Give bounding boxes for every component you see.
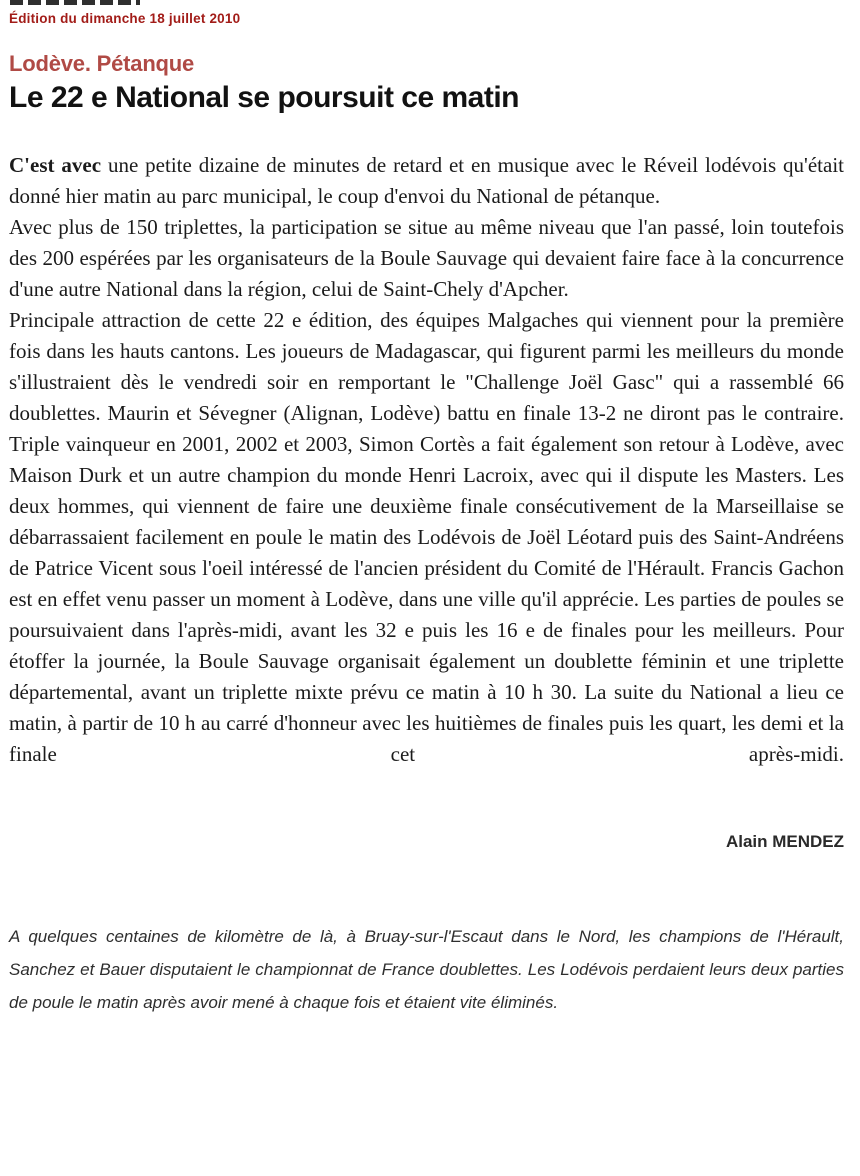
article-headline: Le 22 e National se poursuit ce matin — [9, 81, 519, 114]
paragraph-text: Avec plus de 150 triplettes, la participation se situe au même niveau que l'an passé, loin toutefois des 200 espérées par les organisateurs de la Boule Sauvage qui devaient faire face à la concurrence d'une autre National dans la région, celui de Saint-Chely d'Apcher. — [9, 215, 844, 301]
related-footnote: A quelques centaines de kilomètre de là, à Bruay-sur-l'Escaut dans le Nord, les champions de l'Hérault, Sanchez et Bauer disputaient le championnat de France doublettes. Les Lodévois perdaient leurs deux parties de poule le matin après avoir mené à chaque fois et étaient vite éliminés. — [9, 927, 844, 1012]
article-paragraph — [9, 150, 844, 212]
section-kicker: Lodève. Pétanque — [9, 51, 195, 76]
cropped-masthead-fragment — [10, 0, 140, 5]
edition-date-line: Édition du dimanche 18 juillet 2010 — [9, 11, 241, 26]
paragraph-lead-bold: C'est avec — [9, 153, 102, 177]
article-body — [9, 150, 844, 770]
paragraph-text: Principale attraction de cette 22 e édition, des équipes Malgaches qui viennent pour la première fois dans les hauts cantons. Les joueurs de Madagascar, qui figurent parmi les meilleurs du monde s'illustraient dès le vendredi soir en remportant le "Challenge Joël Gasc" qui a rassemblé 66 doublettes. Maurin et Sévegner (Alignan, Lodève) battu en finale 13-2 ne diront pas le contraire. Triple vainqueur en 2001, 2002 et 2003, Simon Cortès a fait également son retour à Lodève, avec Maison Durk et un autre champion du monde Henri Lacroix, avec qui il dispute les Masters. Les deux hommes, qui viennent de faire une deuxième finale consécutivement de la Marseillaise se débarrassaient facilement en poule le matin des Lodévois de Joël Léotard puis des Saint-Andréens de Patrice Vicent sous l'oeil intéressé de l'ancien président du Comité de l'Hérault. Francis Gachon est en effet venu passer un moment à Lodève, dans une ville qu'il apprécie. Les parties de poules se poursuivaient dans l'après-midi, avant les 32 e puis les 16 e de finales pour les meilleurs. Pour étoffer la journée, la Boule Sauvage organisait également un doublette féminin et une triplette départemental, avant un triplette mixte prévu ce matin à 10 h 30. La suite du National a lieu ce matin, à partir de 10 h au carré d'honneur avec les huitièmes de finales puis les quart, les demi et la finale cet après-midi. — [9, 308, 844, 766]
author-byline: Alain MENDEZ — [725, 832, 844, 851]
paragraph-text: une petite dizaine de minutes de retard et en musique avec le Réveil lodévois qu'était donné hier matin au parc municipal, le coup d'envoi du National de pétanque. — [9, 153, 844, 208]
article-paragraph — [9, 305, 844, 770]
article-paragraph — [9, 212, 844, 305]
